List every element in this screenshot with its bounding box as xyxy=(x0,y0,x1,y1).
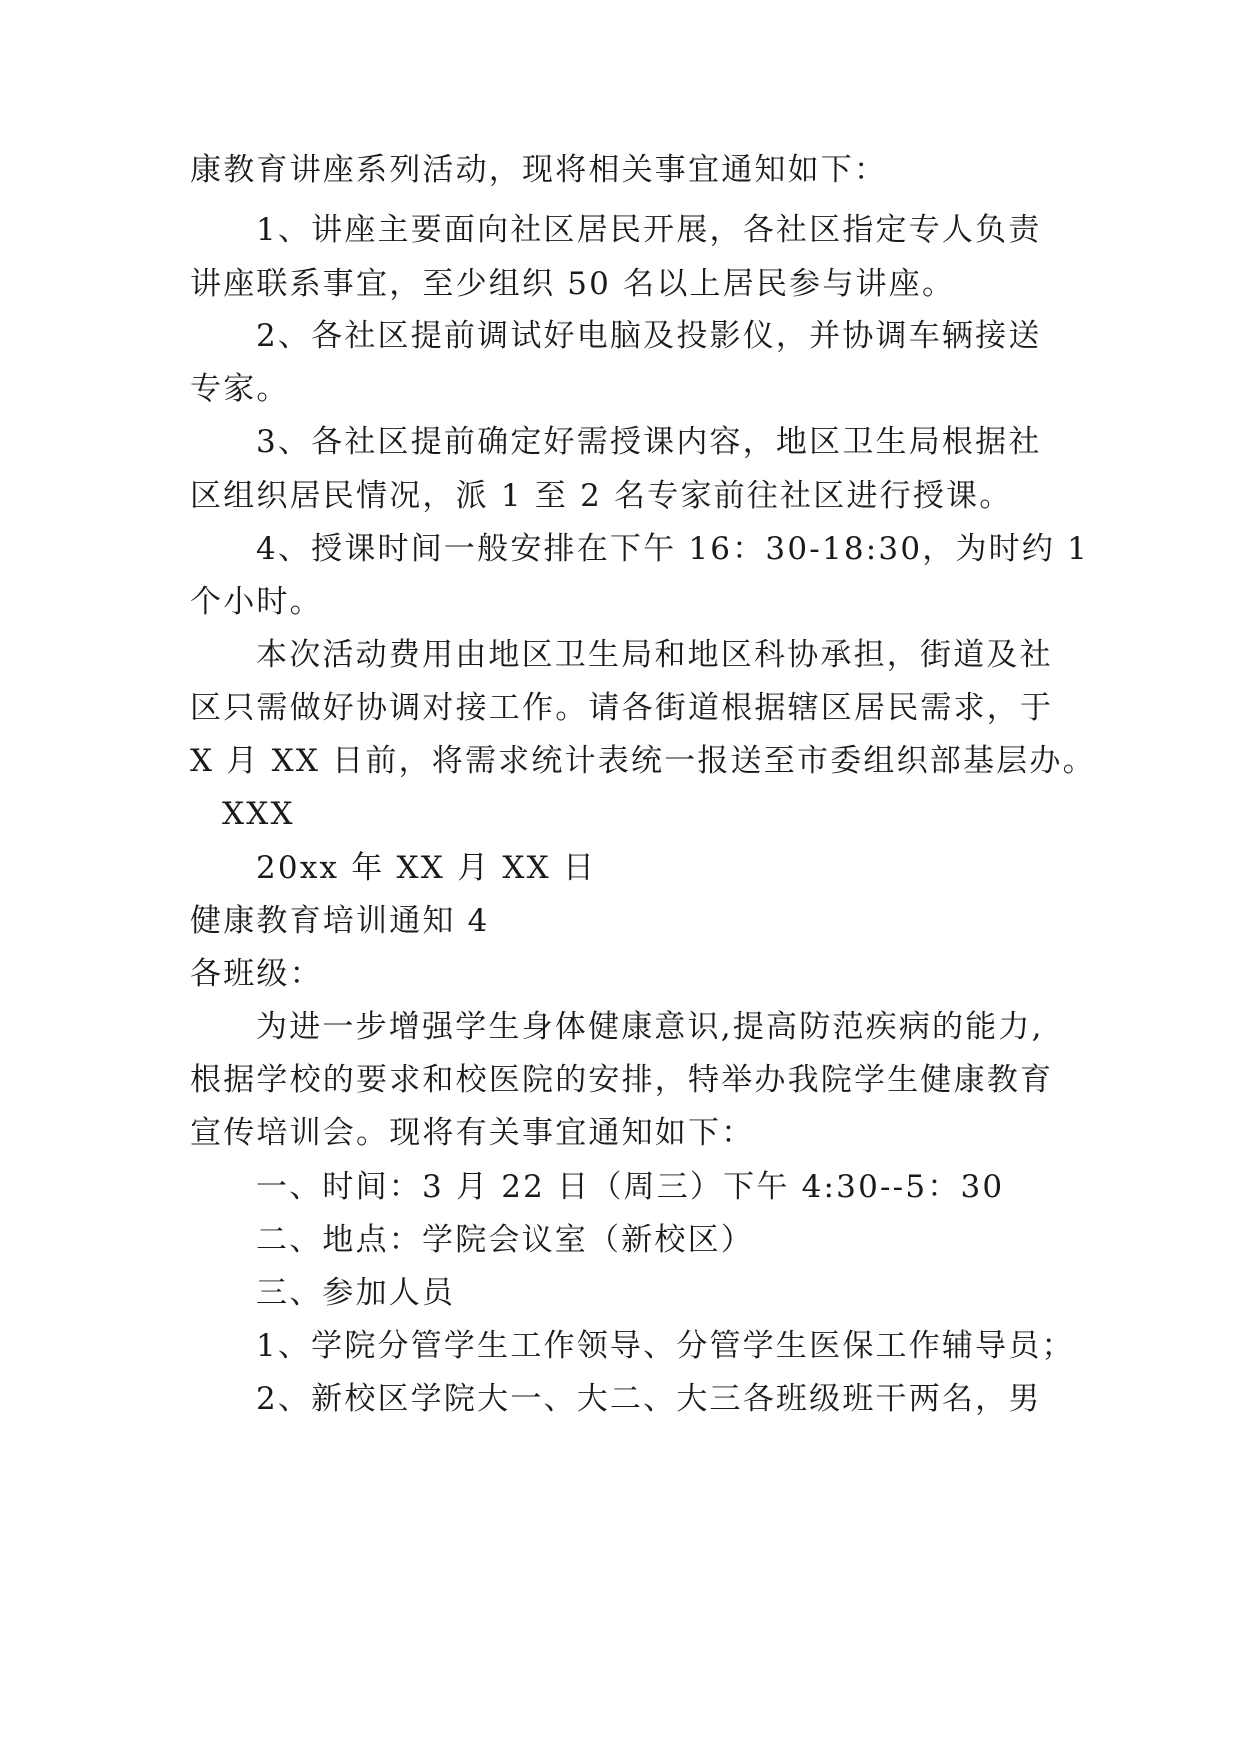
text-line: 3、各社区提前确定好需授课内容，地区卫生局根据社 xyxy=(256,424,1042,460)
text-line: 讲座联系事宜，至少组织 50 名以上居民参与讲座。 xyxy=(190,266,956,302)
signature-date: 20xx 年 XX 月 XX 日 xyxy=(256,850,597,886)
text-line: 康教育讲座系列活动，现将相关事宜通知如下： xyxy=(190,152,888,188)
text-line: 2、各社区提前调试好电脑及投影仪，并协调车辆接送 xyxy=(256,318,1042,354)
text-line: 4、授课时间一般安排在下午 16：30-18:30，为时约 1 xyxy=(256,531,1090,567)
text-line: 本次活动费用由地区卫生局和地区科协承担，街道及社 xyxy=(256,637,1053,673)
text-line: 二、地点：学院会议室（新校区） xyxy=(256,1222,754,1258)
text-line: 1、学院分管学生工作领导、分管学生医保工作辅导员； xyxy=(256,1328,1075,1364)
text-line: 个小时。 xyxy=(190,584,323,620)
text-line: 宣传培训会。现将有关事宜通知如下： xyxy=(190,1115,755,1151)
text-line: 为进一步增强学生身体健康意识,提高防范疾病的能力, xyxy=(256,1009,1044,1045)
signature-name: XXX xyxy=(222,796,295,832)
text-line: 区只需做好协调对接工作。请各街道根据辖区居民需求，于 xyxy=(190,690,1054,726)
text-line: 1、讲座主要面向社区居民开展，各社区指定专人负责 xyxy=(256,212,1042,248)
text-line: 2、新校区学院大一、大二、大三各班级班干两名，男 xyxy=(256,1381,1042,1417)
text-line: 区组织居民情况，派 1 至 2 名专家前往社区进行授课。 xyxy=(190,478,1013,514)
text-line: 根据学校的要求和校医院的安排，特举办我院学生健康教育 xyxy=(190,1062,1054,1098)
salutation: 各班级： xyxy=(190,956,323,992)
text-line: 一、时间：3 月 22 日（周三）下午 4:30--5：30 xyxy=(256,1169,1005,1205)
text-line: 三、参加人员 xyxy=(256,1275,456,1311)
text-line: 专家。 xyxy=(190,371,290,407)
text-line: X 月 XX 日前，将需求统计表统一报送至市委组织部基层办。 xyxy=(190,743,1096,779)
section-title: 健康教育培训通知 4 xyxy=(190,903,490,939)
